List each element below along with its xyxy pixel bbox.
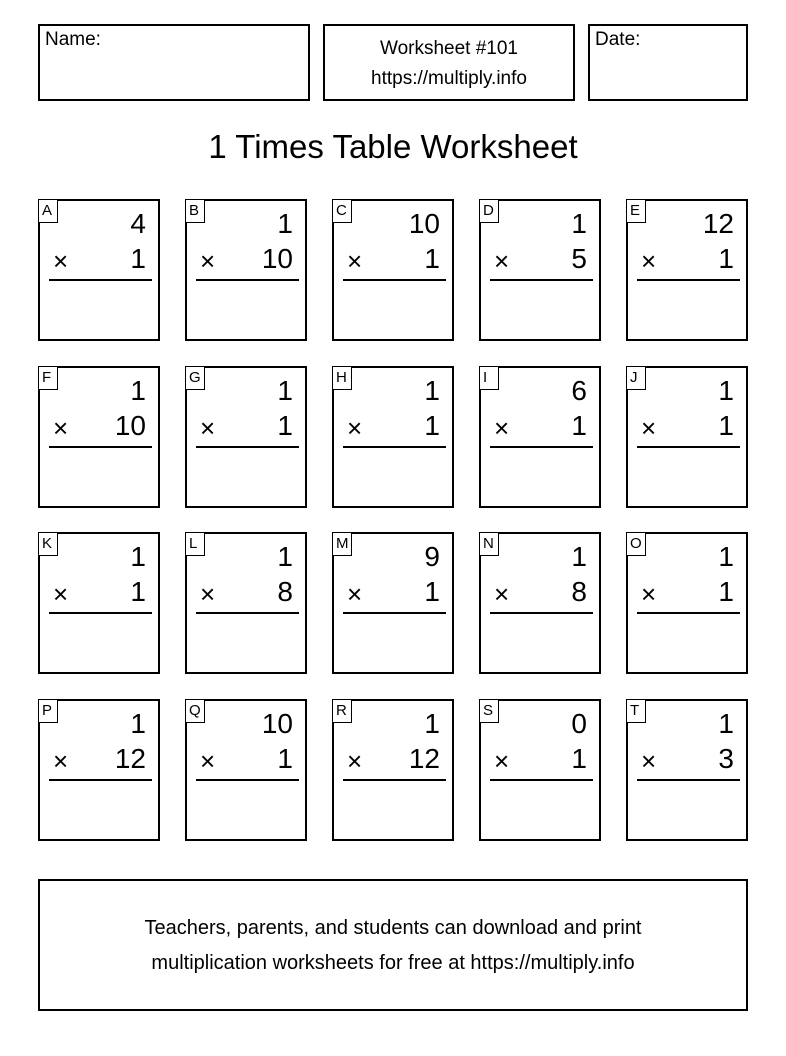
multiplicand: 4 — [130, 208, 146, 239]
answer-line — [490, 279, 593, 281]
answer-line — [343, 279, 446, 281]
multiplicand: 1 — [718, 541, 734, 572]
problem-card[interactable] — [479, 699, 601, 841]
problem-card[interactable] — [332, 699, 454, 841]
multiplicand: 0 — [571, 708, 587, 739]
times-sign: × — [347, 246, 363, 276]
multiplier: 1 — [424, 410, 440, 441]
answer-line — [49, 279, 152, 281]
footer-box — [38, 879, 748, 1011]
footer-line-1: Teachers, parents, and students can download and print — [144, 917, 642, 939]
name-label: Name: — [45, 29, 101, 50]
problem-letter: F — [38, 366, 58, 390]
problem-card[interactable] — [626, 366, 748, 508]
multiplicand: 1 — [130, 541, 146, 572]
multiplier: 1 — [277, 410, 293, 441]
answer-line — [637, 446, 740, 448]
multiplicand: 9 — [424, 541, 440, 572]
times-sign: × — [494, 246, 510, 276]
problem-card[interactable] — [626, 532, 748, 674]
problem-letter: L — [185, 532, 205, 556]
times-sign: × — [53, 246, 69, 276]
multiplicand: 6 — [571, 375, 587, 406]
problem-letter: A — [38, 199, 58, 223]
problem-letter: E — [626, 199, 646, 223]
problem-card[interactable] — [332, 199, 454, 341]
problem-letter: I — [479, 366, 499, 390]
multiplier: 1 — [424, 576, 440, 607]
times-sign: × — [641, 579, 657, 609]
multiplicand: 10 — [408, 208, 440, 239]
problem-letter: M — [332, 532, 352, 556]
problem-letter: D — [479, 199, 499, 223]
date-field[interactable] — [588, 24, 748, 101]
times-sign: × — [494, 579, 510, 609]
problem-letter: O — [626, 532, 646, 556]
problem-card[interactable] — [38, 199, 160, 341]
multiplier: 1 — [130, 576, 146, 607]
problem-card[interactable] — [479, 366, 601, 508]
multiplier: 1 — [130, 243, 146, 274]
times-sign: × — [200, 579, 216, 609]
problem-card[interactable] — [626, 699, 748, 841]
answer-line — [49, 446, 152, 448]
multiplicand: 1 — [718, 375, 734, 406]
times-sign: × — [641, 413, 657, 443]
problem-card[interactable] — [479, 532, 601, 674]
problem-letter: B — [185, 199, 205, 223]
multiplier: 3 — [718, 743, 734, 774]
multiplicand: 1 — [424, 708, 440, 739]
times-sign: × — [200, 746, 216, 776]
times-sign: × — [641, 246, 657, 276]
times-sign: × — [494, 746, 510, 776]
multiplier: 1 — [718, 410, 734, 441]
times-sign: × — [347, 413, 363, 443]
problem-card[interactable] — [185, 532, 307, 674]
problem-card[interactable] — [38, 366, 160, 508]
multiplicand: 1 — [130, 708, 146, 739]
answer-line — [196, 446, 299, 448]
answer-line — [490, 612, 593, 614]
answer-line — [637, 612, 740, 614]
multiplicand: 1 — [277, 208, 293, 239]
times-sign: × — [200, 413, 216, 443]
problem-card[interactable] — [185, 199, 307, 341]
multiplicand: 1 — [277, 375, 293, 406]
problem-card[interactable] — [185, 366, 307, 508]
multiplicand: 12 — [702, 208, 734, 239]
multiplicand: 1 — [277, 541, 293, 572]
problem-letter: N — [479, 532, 499, 556]
multiplier: 8 — [571, 576, 587, 607]
times-sign: × — [347, 746, 363, 776]
multiplier: 1 — [718, 243, 734, 274]
worksheet-info-box — [323, 24, 575, 101]
answer-line — [49, 612, 152, 614]
answer-line — [637, 279, 740, 281]
answer-line — [196, 779, 299, 781]
multiplier: 1 — [718, 576, 734, 607]
problem-card[interactable] — [185, 699, 307, 841]
multiplicand: 1 — [424, 375, 440, 406]
multiplier: 1 — [571, 743, 587, 774]
problem-card[interactable] — [332, 366, 454, 508]
multiplier: 5 — [571, 243, 587, 274]
problem-letter: T — [626, 699, 646, 723]
times-sign: × — [53, 746, 69, 776]
answer-line — [196, 612, 299, 614]
problem-letter: H — [332, 366, 352, 390]
answer-line — [49, 779, 152, 781]
times-sign: × — [200, 246, 216, 276]
multiplier: 8 — [277, 576, 293, 607]
problem-card[interactable] — [626, 199, 748, 341]
multiplier: 10 — [261, 243, 293, 274]
answer-line — [196, 279, 299, 281]
times-sign: × — [53, 413, 69, 443]
times-sign: × — [494, 413, 510, 443]
problem-letter: K — [38, 532, 58, 556]
problem-card[interactable] — [38, 532, 160, 674]
multiplicand: 1 — [130, 375, 146, 406]
multiplicand: 1 — [571, 541, 587, 572]
answer-line — [343, 446, 446, 448]
multiplicand: 1 — [571, 208, 587, 239]
multiplier: 1 — [571, 410, 587, 441]
problem-letter: G — [185, 366, 205, 390]
answer-line — [343, 612, 446, 614]
times-sign: × — [641, 746, 657, 776]
multiplier: 12 — [408, 743, 440, 774]
answer-line — [343, 779, 446, 781]
multiplier: 1 — [277, 743, 293, 774]
multiplier: 10 — [114, 410, 146, 441]
problem-letter: P — [38, 699, 58, 723]
date-label: Date: — [595, 29, 641, 50]
multiplier: 1 — [424, 243, 440, 274]
multiplier: 12 — [114, 743, 146, 774]
problem-letter: R — [332, 699, 352, 723]
multiplicand: 1 — [718, 708, 734, 739]
multiplicand: 10 — [261, 708, 293, 739]
problem-card[interactable] — [332, 532, 454, 674]
problem-card[interactable] — [38, 699, 160, 841]
problem-letter: J — [626, 366, 646, 390]
name-field[interactable] — [38, 24, 310, 101]
problem-letter: Q — [185, 699, 205, 723]
answer-line — [490, 779, 593, 781]
worksheet-url: https://multiply.info — [371, 68, 527, 89]
problem-letter: C — [332, 199, 352, 223]
answer-line — [490, 446, 593, 448]
answer-line — [637, 779, 740, 781]
footer-line-2: multiplication worksheets for free at https://multiply.info — [151, 952, 635, 974]
problem-card[interactable] — [479, 199, 601, 341]
worksheet-number: Worksheet #101 — [379, 38, 518, 59]
times-sign: × — [53, 579, 69, 609]
page-title: 1 Times Table Worksheet — [208, 128, 578, 165]
times-sign: × — [347, 579, 363, 609]
problem-letter: S — [479, 699, 499, 723]
